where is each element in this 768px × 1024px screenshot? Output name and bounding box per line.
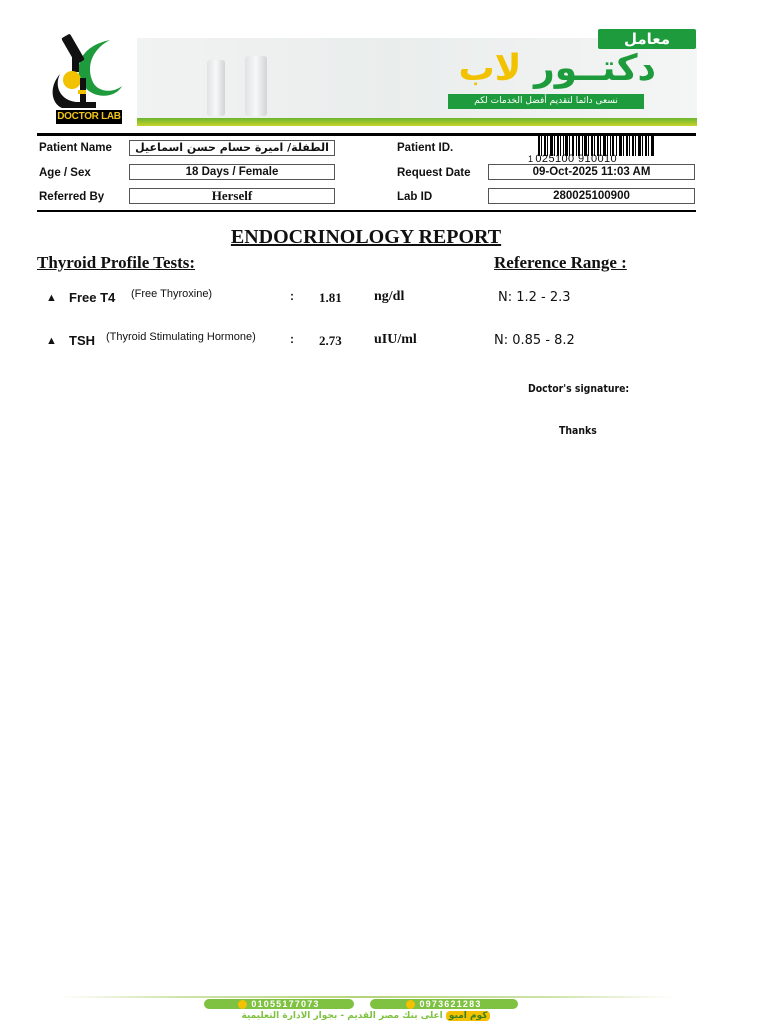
logo-text: DOCTOR LAB <box>57 111 121 122</box>
high-arrow-icon: ▲ <box>46 335 57 347</box>
high-arrow-icon: ▲ <box>46 292 57 304</box>
vial-image <box>207 60 225 116</box>
brand-name <box>436 46 656 92</box>
brand-tagline: نسعى دائما لتقديم أفضل الخدمات لكم <box>448 94 644 109</box>
test-value: 2.73 <box>319 333 342 348</box>
test-name: TSH <box>69 333 95 348</box>
address-city: كوم امبو <box>446 1011 491 1021</box>
age-sex-value: 18 Days / Female <box>129 164 335 180</box>
test-value: 1.81 <box>319 290 342 305</box>
referred-by-label: Referred By <box>39 191 105 203</box>
report-title: ENDOCRINOLOGY REPORT <box>230 226 502 248</box>
barcode-number: 025100 910010 <box>535 153 618 165</box>
labs-badge: معامل <box>598 29 696 49</box>
test-unit: uIU/ml <box>374 332 417 347</box>
footer-phone-2 <box>370 999 518 1009</box>
footer-address <box>116 1011 616 1021</box>
patient-name-label: Patient Name <box>39 142 112 154</box>
brand-name-part1: دكتــور <box>533 48 656 89</box>
test-colon: : <box>290 289 294 303</box>
test-name: Free T4 <box>69 290 116 305</box>
test-range: N: 0.85 - 8.2 <box>494 333 575 348</box>
test-colon: : <box>290 332 294 346</box>
vial-image <box>245 56 267 116</box>
test-unit: ng/dl <box>374 289 405 304</box>
thanks-text: Thanks <box>559 424 597 437</box>
brand-name-part2: لاب <box>458 48 522 89</box>
section-title: Thyroid Profile Tests: <box>37 253 196 272</box>
phone-icon <box>238 1000 247 1009</box>
test-range: N: 1.2 - 2.3 <box>498 290 571 305</box>
reference-range-title: Reference Range : <box>494 253 627 272</box>
address-text: اعلى بنك مصر القديم - بجوار الادارة التعليمية <box>241 1011 443 1021</box>
request-date-label: Request Date <box>397 167 471 179</box>
phone-2-text: 0973621283 <box>419 999 482 1009</box>
phone-1-text: 01055177073 <box>251 999 320 1009</box>
phone-icon <box>406 1000 415 1009</box>
footer-divider <box>58 996 674 998</box>
age-sex-label: Age / Sex <box>39 167 91 179</box>
patient-id-label: Patient ID. <box>397 142 454 154</box>
test-full-name: (Thyroid Stimulating Hormone) <box>106 331 256 343</box>
patient-name-value: الطفلة/ اميرة حسام حسن اسماعيل <box>129 140 335 156</box>
test-full-name: (Free Thyroxine) <box>131 288 213 300</box>
footer-phone-1 <box>204 999 354 1009</box>
lab-id-value: 280025100900 <box>488 188 695 204</box>
referred-by-value: Herself <box>129 188 335 204</box>
barcode-lead-digit: 1 <box>528 154 534 164</box>
doctor-signature-label: Doctor's signature: <box>528 382 630 395</box>
divider-bottom <box>37 210 696 212</box>
lab-id-label: Lab ID <box>397 191 433 203</box>
request-date-value: 09-Oct-2025 11:03 AM <box>488 164 695 180</box>
banner-stripe <box>137 118 697 126</box>
